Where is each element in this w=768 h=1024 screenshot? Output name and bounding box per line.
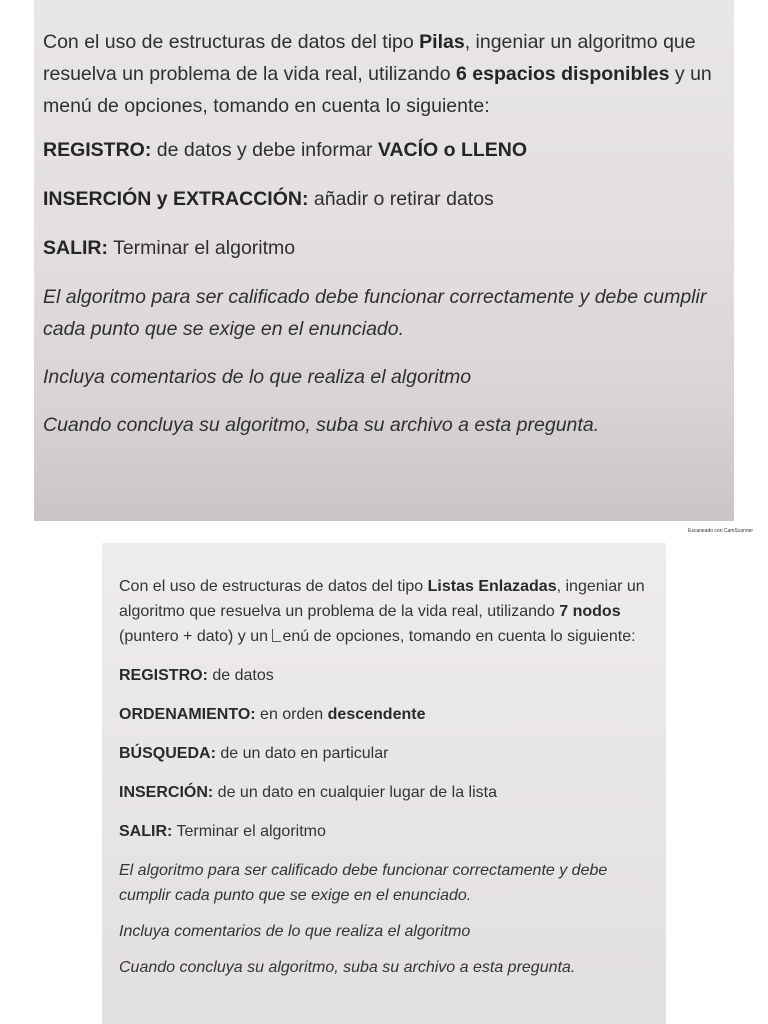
requirement-ordenamiento — [119, 702, 658, 727]
linked-list-assignment-intro — [119, 574, 658, 649]
intro-text: Con el uso de estructuras de datos del tipo — [43, 31, 420, 53]
intro-text: y un menú de opciones, tomando en cuenta lo siguiente: — [43, 63, 712, 117]
note-upload: Cuando concluya su algoritmo, suba su archivo a esta pregunta. — [43, 414, 600, 436]
requirement-registro — [43, 134, 724, 166]
intro-text: , ingeniar un algoritmo que resuelva un problema de la vida real, utilizando — [43, 31, 696, 85]
note-grading: El algoritmo para ser calificado debe funcionar correctamente y debe cumplir cada punto que se exige en el enunciado. — [119, 862, 608, 904]
intro-text: enú de opciones, tomando en cuenta lo siguiente: — [282, 628, 636, 645]
stack-assignment-panel — [34, 0, 734, 521]
note-comments: Incluya comentarios de lo que realiza el algoritmo — [119, 923, 471, 940]
requirement-busqueda — [119, 741, 658, 766]
requirement-salir — [119, 819, 658, 844]
linked-list-assignment-panel — [102, 543, 666, 1024]
requirement-text: de un dato en cualquier lugar de la lista — [213, 784, 497, 801]
requirement-label: INSERCIÓN y EXTRACCIÓN: — [43, 188, 309, 210]
requirement-label: REGISTRO: — [119, 667, 208, 684]
mouse-cursor-icon — [272, 629, 281, 642]
requirement-text: Terminar el algoritmo — [108, 237, 296, 259]
intro-text: (puntero + dato) y un — [119, 628, 273, 645]
intro-bold-structure: Listas Enlazadas — [427, 578, 557, 595]
requirement-label: SALIR: — [43, 237, 108, 259]
requirement-text: de un dato en particular — [215, 745, 389, 762]
requirement-text: de datos — [207, 667, 274, 684]
requirement-salir — [43, 232, 724, 264]
stack-assignment-intro — [43, 26, 724, 122]
requirement-label: ORDENAMIENTO: — [119, 706, 256, 723]
intro-bold-capacity: 7 nodos — [559, 603, 621, 620]
requirement-text: de datos y debe informar — [151, 139, 378, 161]
requirement-label: BÚSQUEDA: — [119, 745, 216, 762]
requirement-text: Terminar el algoritmo — [172, 823, 326, 840]
intro-text: , ingeniar un algoritmo que resuelva un problema de la vida real, utilizando — [119, 578, 645, 620]
requirement-text: en orden — [255, 706, 328, 723]
note-comments: Incluya comentarios de lo que realiza el algoritmo — [43, 366, 472, 388]
requirement-registro — [119, 663, 658, 688]
intro-bold-capacity: 6 espacios disponibles — [456, 63, 670, 85]
requirement-insercion-extraccion — [43, 183, 724, 215]
intro-bold-structure: Pilas — [419, 31, 465, 53]
note-grading: El algoritmo para ser calificado debe funcionar correctamente y debe cumplir cada punto que se exige en el enunciado. — [43, 286, 707, 340]
intro-text: Con el uso de estructuras de datos del tipo — [119, 578, 428, 595]
requirement-label: INSERCIÓN: — [119, 784, 214, 801]
scanner-watermark: Escaneado con CamScanner — [688, 528, 754, 534]
requirement-label: SALIR: — [119, 823, 173, 840]
requirement-bold-tail: descendente — [327, 706, 426, 723]
requirement-text: añadir o retirar datos — [308, 188, 494, 210]
requirement-label: REGISTRO: — [43, 139, 152, 161]
requirement-bold-tail: VACÍO o LLENO — [377, 139, 528, 161]
note-upload: Cuando concluya su algoritmo, suba su archivo a esta pregunta. — [119, 959, 576, 976]
requirement-insercion — [119, 780, 658, 805]
